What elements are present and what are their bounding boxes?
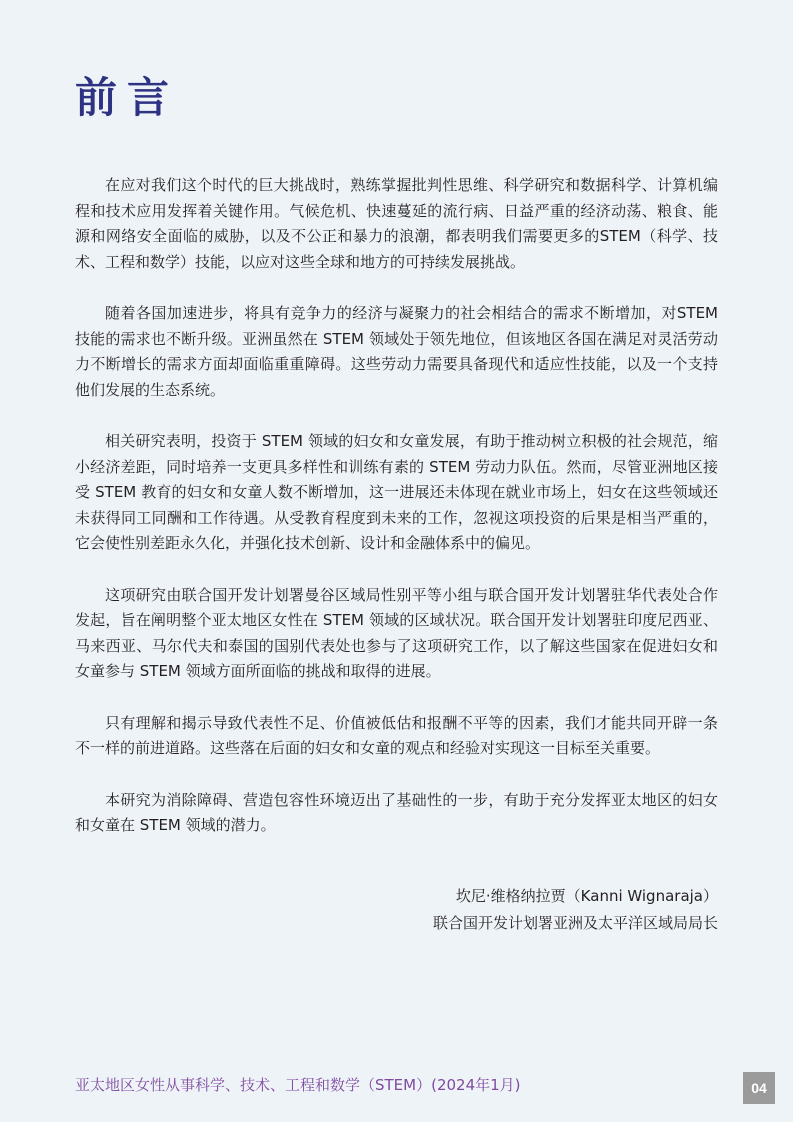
paragraph-3: 相关研究表明，投资于 STEM 领域的妇女和女童发展，有助于推动树立积极的社会规范，缩小经济差距，同时培养一支更具多样性和训练有素的 STEM 劳动力队伍。然而，尽管亚洲地区接受 STEM 教育的妇女和女童人数不断增加，这一进展还未体现在就业市场上，妇女在这些领域还未获得同工同酬和工作待遇。从受教育程度到未来的工作，忽视这项投资的后果是相当严重的，它会使性别差距永久化，并强化技术创新、设计和金融体系中的偏见。 [75, 432, 718, 552]
paragraph-6: 本研究为消除障碍、营造包容性环境迈出了基础性的一步，有助于充分发挥亚太地区的妇女和女童在 STEM 领域的潜力。 [75, 790, 718, 834]
signature-name: 坎尼·维格纳拉贾（Kanni Wignaraja） [455, 887, 718, 905]
paragraph-2: 随着各国加速进步，将具有竞争力的经济与凝聚力的社会相结合的需求不断增加，对STEM 技能的需求也不断升级。亚洲虽然在 STEM 领域处于领先地位，但该地区各国在满足对灵活劳动力不断增长的需求方面却面临重重障碍。这些劳动力需要具备现代和适应性技能，以及一个支持他们发展的生态系统。 [75, 304, 718, 399]
page-number-badge: 04 [743, 1072, 775, 1104]
paragraph-5: 只有理解和揭示导致代表性不足、价值被低估和报酬不平等的因素，我们才能共同开辟一条不一样的前进道路。这些落在后面的妇女和女童的观点和经验对实现这一目标至关重要。 [75, 713, 718, 757]
paragraph-4: 这项研究由联合国开发计划署曼谷区域局性别平等小组与联合国开发计划署驻华代表处合作发起，旨在阐明整个亚太地区女性在 STEM 领域的区域状况。联合国开发计划署驻印度尼西亚、马来西亚、马尔代夫和泰国的国别代表处也参与了这项研究工作，以了解这些国家在促进妇女和女童参与 STEM 领域方面所面临的挑战和取得的进展。 [75, 585, 718, 680]
preface-body [75, 173, 718, 865]
footer-title: 亚太地区女性从事科学、技术、工程和数学（STEM）(2024年1月) [75, 1076, 521, 1094]
signature-position: 联合国开发计划署亚洲及太平洋区域局局长 [432, 914, 718, 932]
signature-block [433, 883, 718, 937]
paragraph-1: 在应对我们这个时代的巨大挑战时，熟练掌握批判性思维、科学研究和数据科学、计算机编程和技术应用发挥着关键作用。气候危机、快速蔓延的流行病、日益严重的经济动荡、粮食、能源和网络安全面临的威胁，以及不公正和暴力的浪潮，都表明我们需要更多的STEM（科学、技术、工程和数学）技能，以应对这些全球和地方的可持续发展挑战。 [75, 176, 718, 271]
page-title: 前言 [75, 73, 180, 122]
